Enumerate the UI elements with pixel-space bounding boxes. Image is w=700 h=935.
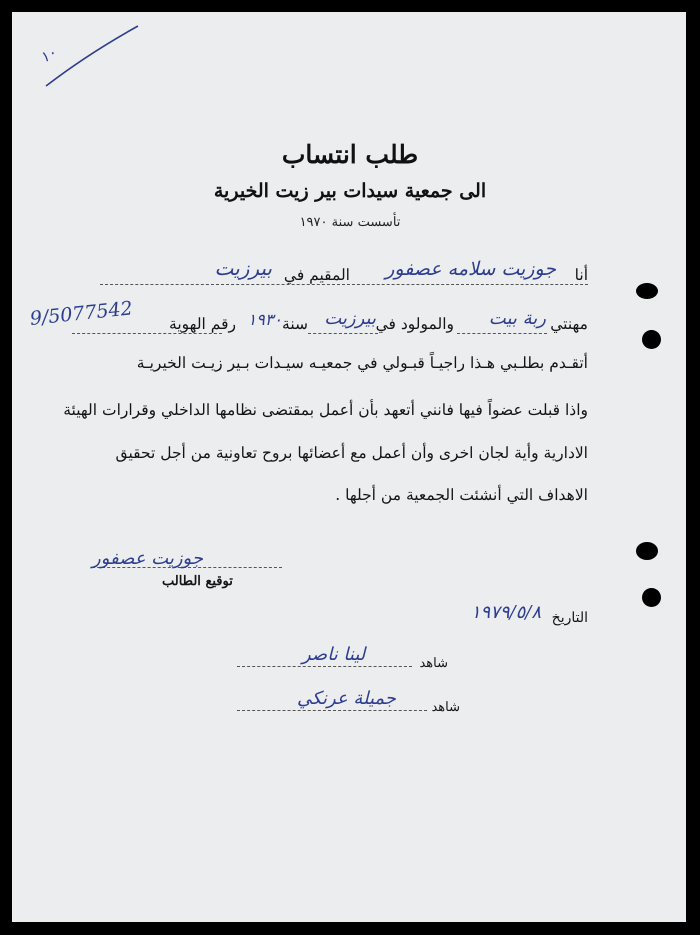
birthplace-value: بيرزيت — [324, 308, 376, 329]
resident-label: المقيم في — [283, 266, 350, 284]
founded-year: تأسست سنة ١٩٧٠ — [299, 215, 401, 230]
date-value: ١٩٧٩/٥/٨ — [470, 602, 541, 623]
birth-year-value: ١٩٣٠ — [247, 310, 282, 329]
witness-2-signature: جميلة عرنكي — [297, 688, 396, 709]
birthplace-field-line — [308, 333, 378, 334]
witness-2-line — [237, 710, 427, 711]
page-subtitle: الى جمعية سيدات بير زيت الخيرية — [213, 180, 487, 202]
residence-field-line — [100, 284, 340, 285]
punch-hole-1 — [636, 283, 658, 299]
witness-1-signature: لينا ناصر — [302, 644, 366, 665]
paragraph-line-1: أتقـدم بطلـبي هـذا راجيـاً قبـولي في جمعيـه سيـدات بـير زيـت الخيريـة — [136, 354, 588, 372]
id-field-line — [72, 333, 222, 334]
line1-prefix: أنا — [574, 266, 588, 284]
signature-label: توقيع الطالب — [162, 574, 233, 589]
id-label: رقم الهوية — [169, 315, 236, 333]
residence-value: بيرزيت — [214, 256, 272, 280]
date-label: التاريخ — [551, 610, 588, 626]
punch-hole-2 — [642, 330, 661, 349]
punch-hole-3 — [636, 542, 658, 560]
paragraph-line-3: الادارية وأية لجان اخرى وأن أعمل مع أعضائها بروح تعاونية من أجل تحقيق — [115, 444, 588, 462]
profession-label: مهنتي — [550, 315, 588, 333]
corner-number-mark: ١٠ — [36, 43, 60, 67]
born-label: والمولود في — [375, 315, 454, 333]
name-field-line — [342, 284, 588, 285]
punch-hole-4 — [642, 588, 661, 607]
paragraph-line-4: الاهداف التي أنشئت الجمعية من أجلها . — [335, 486, 588, 504]
id-number-value: 9/5077542 — [28, 297, 134, 330]
document-page — [12, 12, 686, 922]
profession-value: ربة بيت — [488, 308, 546, 329]
applicant-name: جوزيت سلامه عصفور — [385, 258, 556, 280]
witness-1-line — [237, 666, 412, 667]
year-label: سنة — [282, 315, 308, 333]
paragraph-line-2: واذا قبلت عضواً فيها فانني أتعهد بأن أعمل بمقتضى نظامها الداخلي وقرارات الهيئة — [63, 401, 588, 419]
witness-1-label: شاهد — [419, 656, 448, 671]
page-title: طلب انتساب — [281, 140, 419, 169]
profession-field-line — [457, 333, 547, 334]
applicant-signature: جوزيت عصفور — [92, 548, 203, 569]
witness-2-label: شاهد — [431, 700, 460, 715]
